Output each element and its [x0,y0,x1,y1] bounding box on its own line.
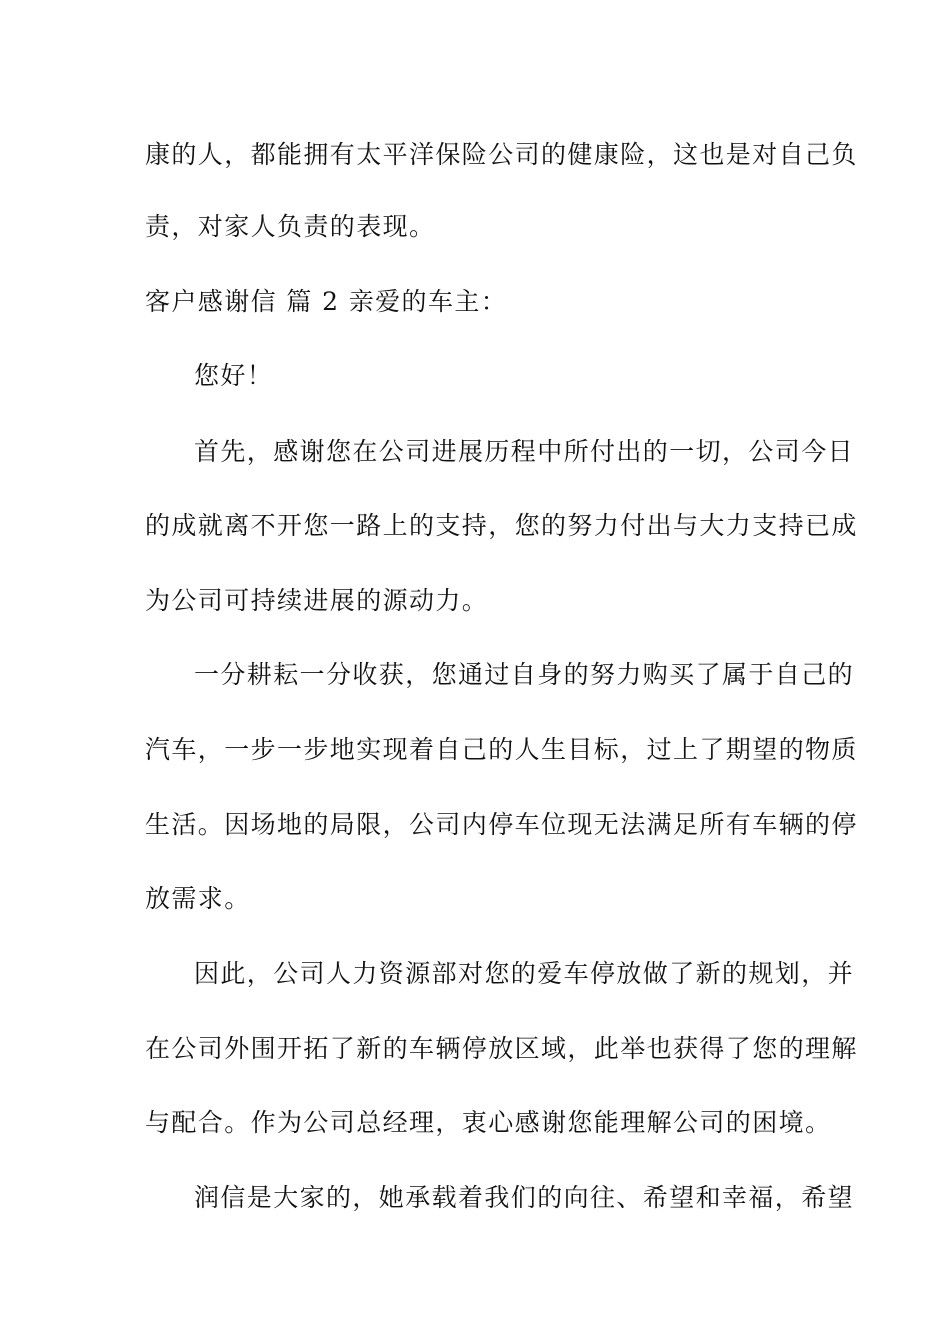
section-heading: 客户感谢信 篇 2 亲爱的车主： [145,287,508,316]
text-line-9: 汽车，一步一步地实现着自己的人生目标，过上了期望的物质 [145,735,858,764]
text-line-12: 因此，公司人力资源部对您的爱车停放做了新的规划，并 [194,959,855,988]
text-line-15: 润信是大家的，她承载着我们的向往、希望和幸福，希望 [194,1183,855,1212]
text-line-10: 生活。因场地的局限，公司内停车位现无法满足所有车辆的停 [145,810,858,839]
text-line-14: 与配合。作为公司总经理，衷心感谢您能理解公司的困境。 [145,1108,832,1137]
text-line-2: 责，对家人负责的表现。 [145,212,436,241]
greeting: 您好！ [194,361,274,390]
text-line-7: 为公司可持续进展的源动力。 [145,586,489,615]
text-line-11: 放需求。 [145,884,251,913]
text-line-6: 的成就离不开您一路上的支持，您的努力付出与大力支持已成 [145,511,858,540]
text-line-8: 一分耕耘一分收获，您通过自身的努力购买了属于自己的 [194,660,855,689]
text-line-1: 康的人，都能拥有太平洋保险公司的健康险，这也是对自己负 [145,140,858,169]
text-line-5: 首先，感谢您在公司进展历程中所付出的一切，公司今日 [194,437,855,466]
text-line-13: 在公司外围开拓了新的车辆停放区域，此举也获得了您的理解 [145,1034,858,1063]
